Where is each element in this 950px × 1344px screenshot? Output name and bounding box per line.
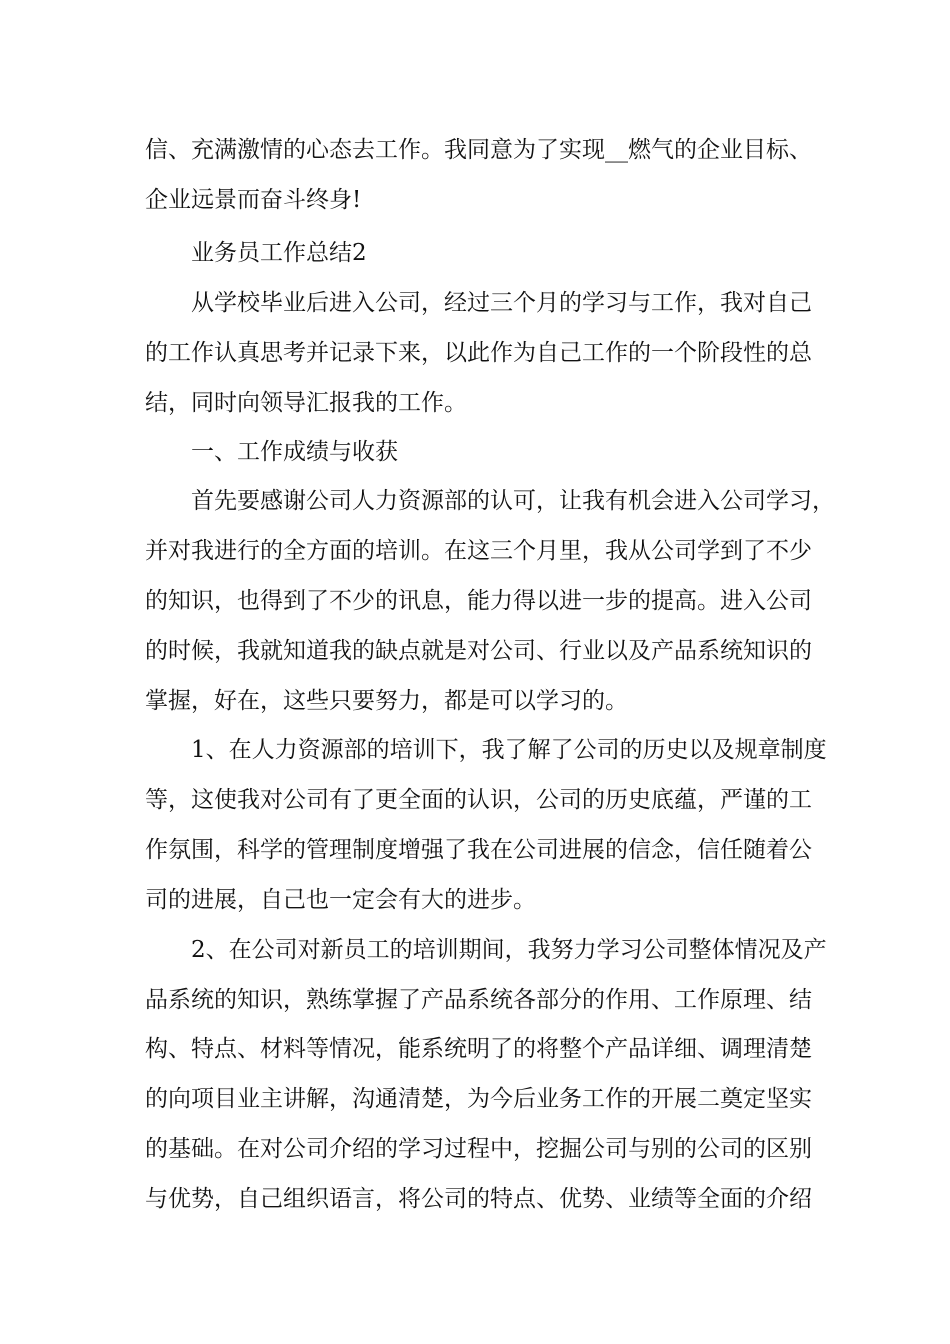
text-line: 2、在公司对新员工的培训期间，我努力学习公司整体情况及产 [191, 937, 827, 963]
section-title: 业务员工作总结2 [191, 240, 367, 266]
text-line: 企业远景而奋斗终身! [145, 187, 362, 213]
text-line: 的工作认真思考并记录下来，以此作为自己工作的一个阶段性的总 [145, 340, 812, 366]
text-line: 的时候，我就知道我的缺点就是对公司、行业以及产品系统知识的 [145, 638, 812, 664]
section-heading: 一、工作成绩与收获 [191, 439, 398, 465]
text-line: 并对我进行的全方面的培训。在这三个月里，我从公司学到了不少 [145, 538, 812, 564]
text-line: 司的进展，自己也一定会有大的进步。 [145, 887, 536, 913]
text-line: 结，同时向领导汇报我的工作。 [145, 390, 467, 416]
text-line: 的向项目业主讲解，沟通清楚，为今后业务工作的开展二奠定坚实 [145, 1086, 812, 1112]
text-line: 信、充满激情的心态去工作。我同意为了实现__燃气的企业目标、 [145, 137, 812, 163]
text-line: 与优势，自己组织语言，将公司的特点、优势、业绩等全面的介绍 [145, 1186, 812, 1212]
text-line: 品系统的知识，熟练掌握了产品系统各部分的作用、工作原理、结 [145, 987, 812, 1013]
text-line: 作氛围，科学的管理制度增强了我在公司进展的信念，信任随着公 [145, 837, 812, 863]
text-line: 首先要感谢公司人力资源部的认可，让我有机会进入公司学习， [191, 488, 835, 514]
text-line: 从学校毕业后进入公司，经过三个月的学习与工作，我对自己 [191, 290, 812, 316]
text-line: 掌握，好在，这些只要努力，都是可以学习的。 [145, 688, 628, 714]
text-line: 构、特点、材料等情况，能系统明了的将整个产品详细、调理清楚 [145, 1036, 812, 1062]
text-line: 的知识，也得到了不少的讯息，能力得以进一步的提高。进入公司 [145, 588, 812, 614]
text-line: 1、在人力资源部的培训下，我了解了公司的历史以及规章制度 [191, 737, 827, 763]
text-line: 等，这使我对公司有了更全面的认识，公司的历史底蕴，严谨的工 [145, 787, 812, 813]
text-line: 的基础。在对公司介绍的学习过程中，挖掘公司与别的公司的区别 [145, 1136, 812, 1162]
